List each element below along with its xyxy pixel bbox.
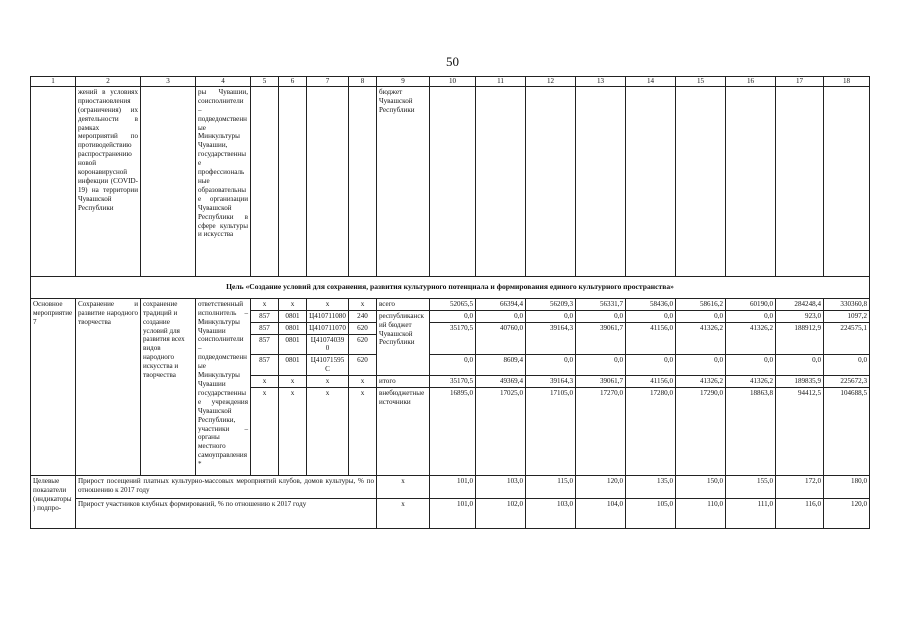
grbs-code: x [251,298,279,310]
activity-number: Основное мероприятие 7 [31,298,76,475]
target-article: Ц410711080 [307,310,349,322]
header-cell: 11 [476,77,526,87]
header-cell: 10 [430,77,476,87]
activity-goal: сохранение традиций и создание условий для развития всех видов народного искусства и творчества [141,298,196,475]
value-cell: 0,0 [576,355,626,376]
value-cell: 66394,4 [476,298,526,310]
goal-title: Цель «Создание условий для сохранения, развития культурного потенциала и формирования единого культурного пространства» [31,276,870,298]
value-cell: 35170,5 [430,322,476,355]
value-cell: 41326,2 [726,322,776,355]
value-cell: 0,0 [824,355,870,376]
header-cell: 2 [76,77,141,87]
value-cell: 0,0 [626,355,676,376]
value-cell: 120,0 [824,499,870,529]
expense-type: x [349,388,377,476]
value-cell: 35170,5 [430,376,476,388]
section-code: 0801 [279,355,307,376]
value-cell: 17290,0 [676,388,726,476]
expense-type: 240 [349,310,377,322]
value-cell: 0,0 [626,310,676,322]
value-cell: 0,0 [430,310,476,322]
indicator-x: x [377,476,430,499]
expense-type: 620 [349,334,377,355]
value-cell: 110,0 [676,499,726,529]
value-cell: 172,0 [776,476,824,499]
value-cell: 0,0 [476,310,526,322]
value-cell: 1097,2 [824,310,870,322]
value-cell: 155,0 [726,476,776,499]
value-cell: 0,0 [676,355,726,376]
header-cell: 13 [576,77,626,87]
target-article: x [307,298,349,310]
indicator-row [31,476,870,499]
value-cell: 58436,0 [626,298,676,310]
value-cell: 180,0 [824,476,870,499]
header-cell: 9 [377,77,430,87]
indicators-label: Целевые показатели (индикаторы) подпро- [31,476,76,529]
value-cell: 284248,4 [776,298,824,310]
section-code: x [279,298,307,310]
grbs-code: 857 [251,334,279,355]
value-cell: 41156,0 [626,322,676,355]
target-article: Ц410711070 [307,322,349,334]
value-cell: 16895,0 [430,388,476,476]
grbs-code: x [251,388,279,476]
funding-source: итого [377,376,430,388]
header-cell: 8 [349,77,377,87]
expense-type: x [349,298,377,310]
value-cell: 103,0 [476,476,526,499]
grbs-code: 857 [251,310,279,322]
funding-source: республиканский бюджет Чувашской Республики [377,310,430,375]
value-cell: 105,0 [626,499,676,529]
value-cell: 58616,2 [676,298,726,310]
value-cell: 17270,0 [576,388,626,476]
expense-type: x [349,376,377,388]
section-code: 0801 [279,322,307,334]
value-cell: 17105,0 [526,388,576,476]
activity-title: Сохранение и развитие народного творчества [76,298,141,475]
grbs-code: 857 [251,322,279,334]
value-cell: 224575,1 [824,322,870,355]
header-cell: 18 [824,77,870,87]
value-cell: 39061,7 [576,376,626,388]
header-cell: 15 [676,77,726,87]
expense-type: 620 [349,355,377,376]
value-cell: 0,0 [676,310,726,322]
value-cell: 103,0 [526,499,576,529]
value-cell: 49369,4 [476,376,526,388]
value-cell: 104,0 [576,499,626,529]
value-cell: 120,0 [576,476,626,499]
header-row [31,77,870,87]
value-cell: 0,0 [726,310,776,322]
value-cell: 0,0 [526,355,576,376]
target-article: x [307,388,349,476]
indicator-name: Прирост участников клубных формирований, % по отношению к 2017 году [76,499,377,529]
value-cell: 52065,5 [430,298,476,310]
header-cell: 5 [251,77,279,87]
value-cell: 135,0 [626,476,676,499]
grbs-code: x [251,376,279,388]
value-cell: 0,0 [726,355,776,376]
header-cell: 7 [307,77,349,87]
header-cell: 14 [626,77,676,87]
value-cell: 188912,9 [776,322,824,355]
continued-source: бюджет Чувашской Республики [377,86,430,276]
budget-table [30,76,870,529]
header-cell: 16 [726,77,776,87]
value-cell: 102,0 [476,499,526,529]
goal-row [31,276,870,298]
value-cell: 189835,9 [776,376,824,388]
value-cell: 56209,3 [526,298,576,310]
header-cell: 4 [196,77,251,87]
indicator-row [31,499,870,529]
value-cell: 0,0 [776,355,824,376]
value-cell: 115,0 [526,476,576,499]
target-article: Ц410740390 [307,334,349,355]
activity-executors: ответственный исполнитель – Минкультуры Чувашии соисполнители – подведомственные Минкультуры Чувашии государственные учреждения Чувашской Республики, участники – органы местного самоуправления* [196,298,251,475]
value-cell: 104688,5 [824,388,870,476]
value-cell: 41326,2 [676,376,726,388]
value-cell: 39164,3 [526,322,576,355]
continued-executors: ры Чувашии, соисполнители – подведомственные Минкультуры Чувашии, государственные профессиональные образовательные организации Чувашской Республики в сфере культуры и искусства [196,86,251,276]
value-cell: 39061,7 [576,322,626,355]
value-cell: 41326,2 [676,322,726,355]
value-cell: 101,0 [430,476,476,499]
value-cell: 39164,3 [526,376,576,388]
value-cell: 330360,8 [824,298,870,310]
header-cell: 17 [776,77,824,87]
value-cell: 17025,0 [476,388,526,476]
section-code: 0801 [279,310,307,322]
value-cell: 225672,3 [824,376,870,388]
target-article: Ц41071595С [307,355,349,376]
value-cell: 0,0 [576,310,626,322]
value-cell: 41326,2 [726,376,776,388]
value-cell: 41156,0 [626,376,676,388]
value-cell: 56331,7 [576,298,626,310]
page-number: 50 [446,54,459,69]
value-cell: 18863,8 [726,388,776,476]
value-cell: 923,0 [776,310,824,322]
value-cell: 111,0 [726,499,776,529]
value-cell: 150,0 [676,476,726,499]
value-cell: 116,0 [776,499,824,529]
value-cell: 8609,4 [476,355,526,376]
indicator-x: x [377,499,430,529]
indicator-name: Прирост посещений платных культурно-массовых мероприятий клубов, домов культуры, % по отношению к 2017 году [76,476,377,499]
target-article: x [307,376,349,388]
grbs-code: 857 [251,355,279,376]
continued-description: жений в условиях приостановления (ограничения) их деятельности в рамках мероприятий по противодействию распространению новой коронавирусной инфекции (COVID-19) на территории Чувашской Республики [76,86,141,276]
value-cell: 0,0 [526,310,576,322]
value-cell: 94412,5 [776,388,824,476]
header-cell: 1 [31,77,76,87]
funding-source: внебюджетные источники [377,388,430,476]
value-cell: 0,0 [430,355,476,376]
value-cell: 60190,0 [726,298,776,310]
header-cell: 3 [141,77,196,87]
section-code: x [279,388,307,476]
value-cell: 101,0 [430,499,476,529]
activity-row [31,298,870,310]
section-code: x [279,376,307,388]
continuation-row [31,86,870,276]
value-cell: 17280,0 [626,388,676,476]
value-cell: 40760,0 [476,322,526,355]
header-cell: 6 [279,77,307,87]
header-cell: 12 [526,77,576,87]
section-code: 0801 [279,334,307,355]
funding-source: всего [377,298,430,310]
expense-type: 620 [349,322,377,334]
